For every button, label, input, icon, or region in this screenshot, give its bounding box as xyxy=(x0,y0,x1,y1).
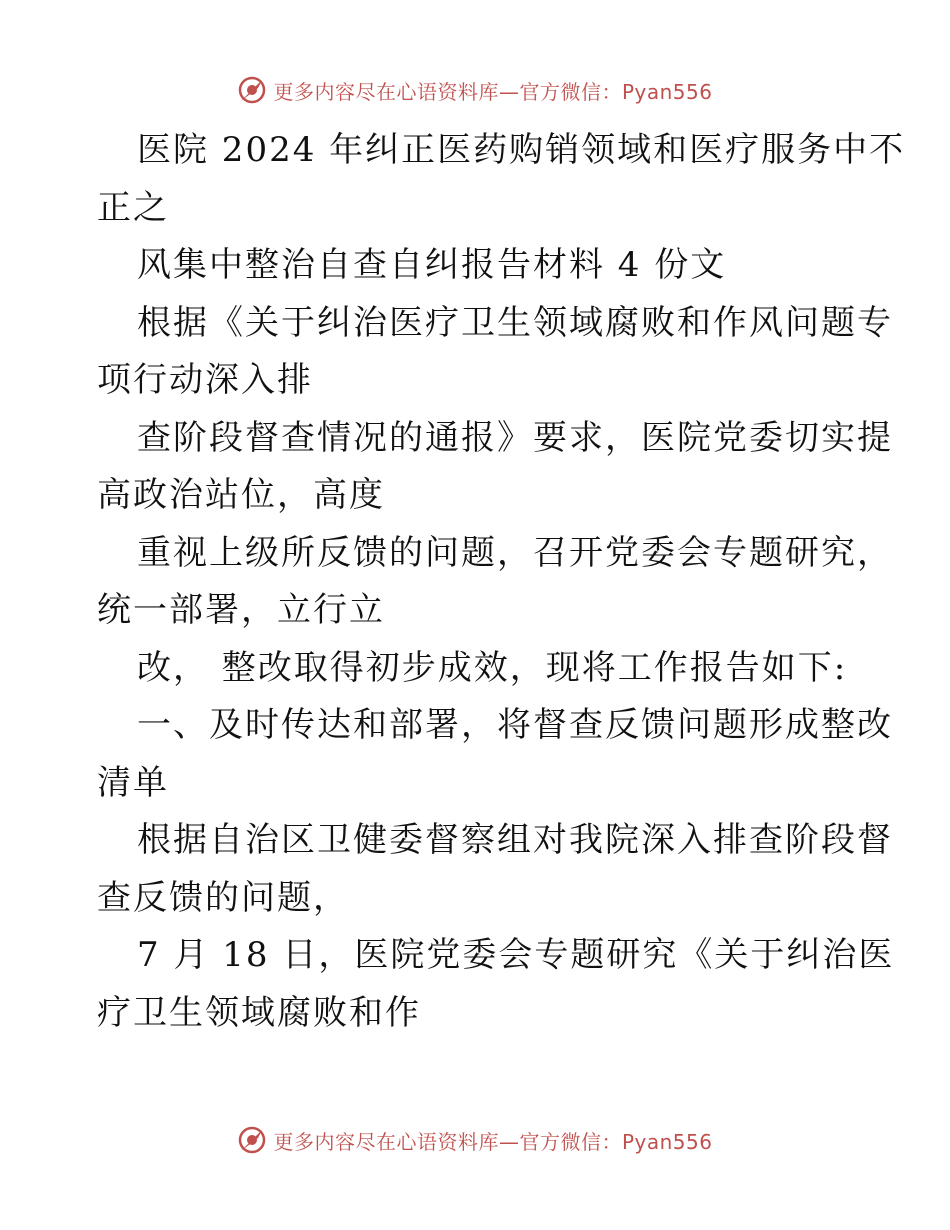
paragraph-line: 改， 整改取得初步成效，现将工作报告如下: xyxy=(137,647,848,688)
document-body xyxy=(97,122,906,1042)
paragraph-line: 高政治站位，高度 xyxy=(97,475,385,515)
header-banner xyxy=(0,70,950,110)
paragraph-line: 疗卫生领域腐败和作 xyxy=(97,992,421,1033)
section-heading-line: 一、及时传达和部署，将督查反馈问题形成整改 xyxy=(137,705,893,745)
paragraph-line: 查阶段督查情况的通报》要求，医院党委切实提 xyxy=(137,417,893,458)
paragraph-line: 查反馈的问题， xyxy=(97,877,349,918)
footer-banner xyxy=(0,1120,950,1160)
paragraph-line: 统一部署，立行立 xyxy=(97,590,385,630)
document-title-line-1: 医院 2024 年纠正医药购销领域和医疗服务中不 xyxy=(137,130,906,170)
paragraph-line: 根据自治区卫健委督察组对我院深入排查阶段督 xyxy=(137,820,893,860)
red-quill-logo-icon xyxy=(237,75,267,105)
document-title-line-3: 风集中整治自查自纠报告材料 4 份文 xyxy=(137,245,727,285)
paragraph-line: 项行动深入排 xyxy=(97,360,313,400)
section-heading-line: 清单 xyxy=(97,762,169,803)
paragraph-line: 重视上级所反馈的问题，召开党委会专题研究， xyxy=(137,532,893,573)
paragraph-line: 7 月 18 日，医院党委会专题研究《关于纠治医 xyxy=(137,935,895,975)
paragraph-line: 根据《关于纠治医疗卫生领域腐败和作风问题专 xyxy=(137,302,893,343)
header-banner-text: 更多内容尽在心语资料库—官方微信：Pyan556 xyxy=(273,79,713,104)
red-quill-logo-icon xyxy=(237,1125,267,1155)
footer-banner-text: 更多内容尽在心语资料库—官方微信：Pyan556 xyxy=(273,1129,713,1154)
document-title-line-2: 正之 xyxy=(97,187,169,228)
